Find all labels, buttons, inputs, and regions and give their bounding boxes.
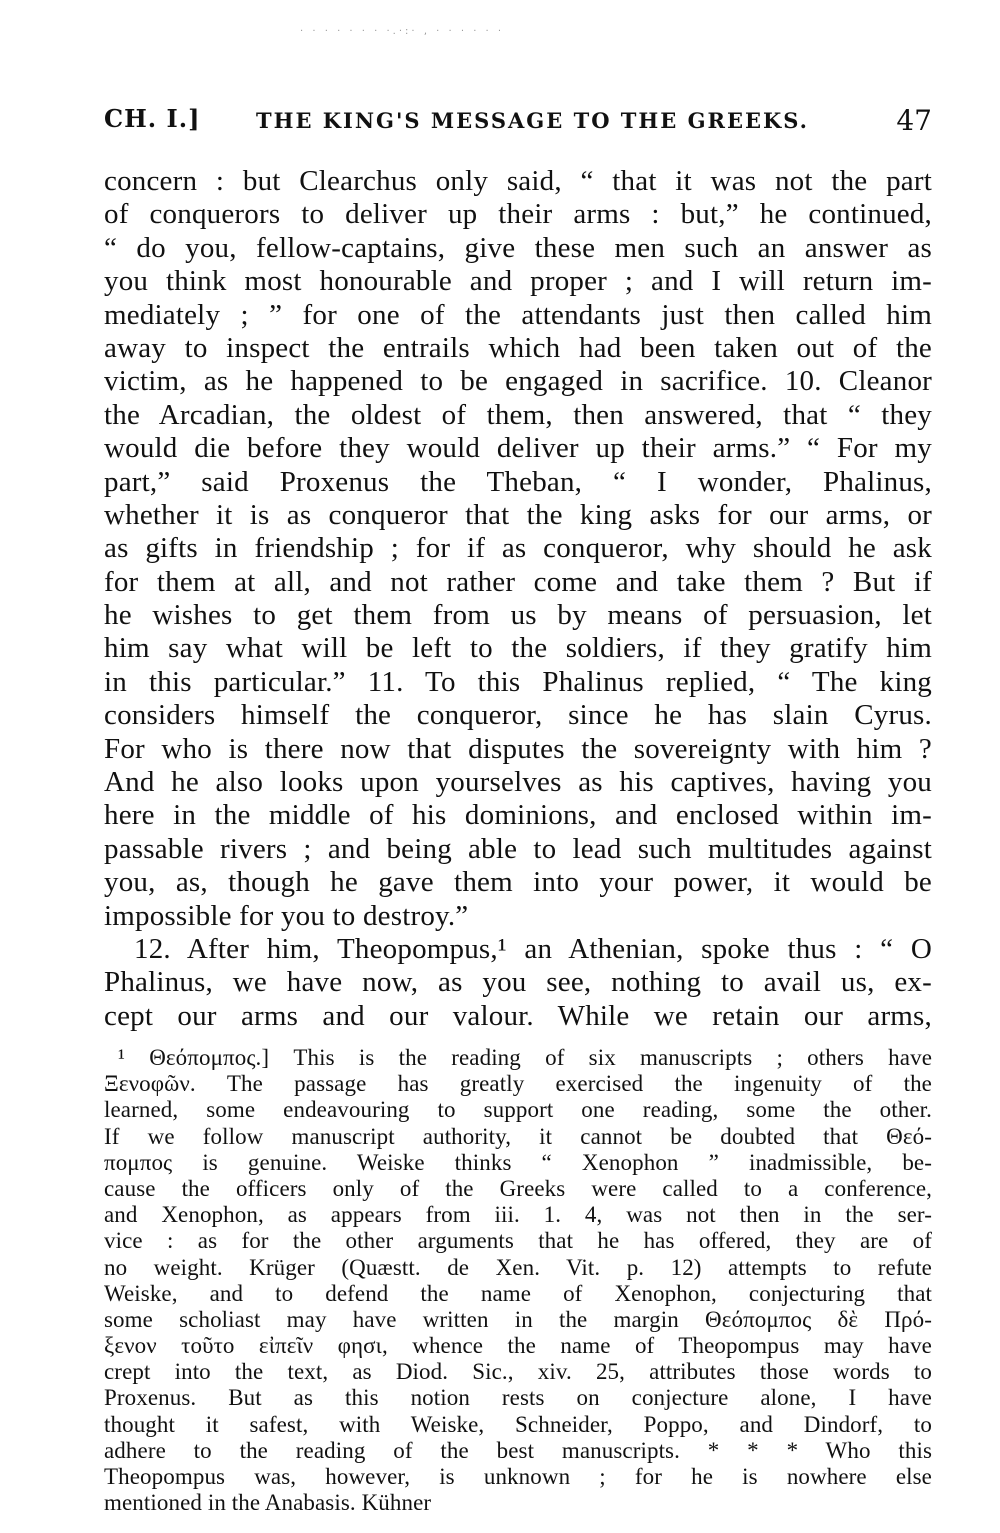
text-line: away to inspect the entrails which had been taken out of the [104, 331, 932, 364]
footnote-line: vice : as for the other arguments that he has offered, they are of [104, 1228, 932, 1254]
footnote-line: Theopompus was, however, is unknown ; for he is nowhere else [104, 1464, 932, 1489]
text-line: part,” said Proxenus the Theban, “ I wonder, Phalinus, [104, 465, 932, 498]
text-line: you think most honourable and proper ; and I will return im- [104, 265, 932, 298]
text-line: victim, as he happened to be engaged in sacrifice. 10. Cleanor [104, 365, 932, 398]
footnote-line: no weight. Krüger (Quæstt. de Xen. Vit. p. 12) attempts to refute [104, 1254, 932, 1280]
footnote-line: learned, some endeavouring to support one reading, some the other. [104, 1097, 932, 1123]
footnote-line: Proxenus. But as this notion rests on conjecture alone, I have [104, 1385, 932, 1411]
text-line: the Arcadian, the oldest of them, then answered, that “ they [104, 398, 932, 431]
text-line: cept our arms and our valour. While we retain our arms, [104, 999, 932, 1032]
footnote-line: mentioned in the Anabasis. Kühner [104, 1490, 432, 1516]
text-line: you, as, though he gave them into your power, it would be [104, 866, 932, 899]
footnote-line: some scholiast may have written in the margin Θεόπομπος δὲ Πρό- [104, 1306, 932, 1332]
text-line: he wishes to get them from us by means of persuasion, let [104, 599, 932, 632]
text-line: of conquerors to deliver up their arms : but,” he continued, [104, 198, 932, 231]
text-line: For who is there now that disputes the sovereignty with him ? [104, 732, 932, 765]
text-line: him say what will be left to the soldiers, if they gratify him [104, 632, 932, 665]
text-line: in this particular.” 11. To this Phalinus replied, “ The king [104, 665, 932, 698]
footnote-line: cause the officers only of the Greeks were called to a conference, [104, 1175, 932, 1201]
text-line: for them at all, and not rather come and take them ? But if [104, 565, 932, 598]
main-text [104, 165, 932, 1033]
footnote-line: and Xenophon, as appears from iii. 1. 4, was not then in the ser- [104, 1202, 932, 1228]
footnote-line: Ξενοφῶν. The passage has greatly exercised the ingenuity of the [104, 1071, 932, 1097]
footnote-line: If we follow manuscript authority, it cannot be doubted that Θεό- [104, 1123, 932, 1149]
footnote-line: Weiske, and to defend the name of Xenophon, conjecturing that [104, 1280, 932, 1306]
footnote-line: ξενον τοῦτο εἰπεῖν φησι, whence the name of Theopompus may have [104, 1333, 932, 1359]
text-line: And he also looks upon yourselves as his captives, having you [104, 766, 932, 799]
page-number: 47 [896, 104, 932, 137]
chapter-label: CH. I.] [104, 104, 201, 133]
text-line: here in the middle of his dominions, and enclosed within im- [104, 799, 932, 832]
footnote-line: adhere to the reading of the best manuscripts. * * * Who this [104, 1437, 932, 1463]
text-line: considers himself the conqueror, since he has slain Cyrus. [104, 699, 932, 732]
text-line: concern : but Clearchus only said, “ that it was not the part [104, 165, 932, 197]
running-title: THE KING'S MESSAGE TO THE GREEKS. [256, 108, 809, 133]
text-line: would die before they would deliver up their arms.” “ For my [104, 432, 932, 465]
text-line: “ do you, fellow-captains, give these men such an answer as [104, 231, 932, 264]
text-line: whether it is as conqueror that the king asks for our arms, or [104, 498, 932, 531]
paragraph-start-line: 12. After him, Theopompus,¹ an Athenian, spoke thus : “ O [134, 932, 932, 965]
text-line: as gifts in friendship ; for if as conqueror, why should he ask [104, 532, 932, 565]
footnote-line: thought it safest, with Weiske, Schneider, Poppo, and Dindorf, to [104, 1411, 932, 1437]
text-line: impossible for you to destroy.” [104, 899, 469, 932]
footnote-line: ¹ Θεόπομπος.] This is the reading of six manuscripts ; others have [118, 1045, 932, 1070]
scan-artifact: · · · · · · · ·.·:· ‚ · · · · · · [300, 26, 505, 37]
text-line: mediately ; ” for one of the attendants just then called him [104, 298, 932, 331]
footnote-line: crept into the text, as Diod. Sic., xiv. 25, attributes those words to [104, 1359, 932, 1385]
text-line: Phalinus, we have now, as you see, nothing to avail us, ex- [104, 966, 932, 999]
footnote [104, 1045, 932, 1516]
footnote-line: πομπος is genuine. Weiske thinks “ Xenophon ” inadmissible, be- [104, 1149, 932, 1175]
text-line: passable rivers ; and being able to lead such multitudes against [104, 832, 932, 865]
running-header [104, 104, 932, 138]
